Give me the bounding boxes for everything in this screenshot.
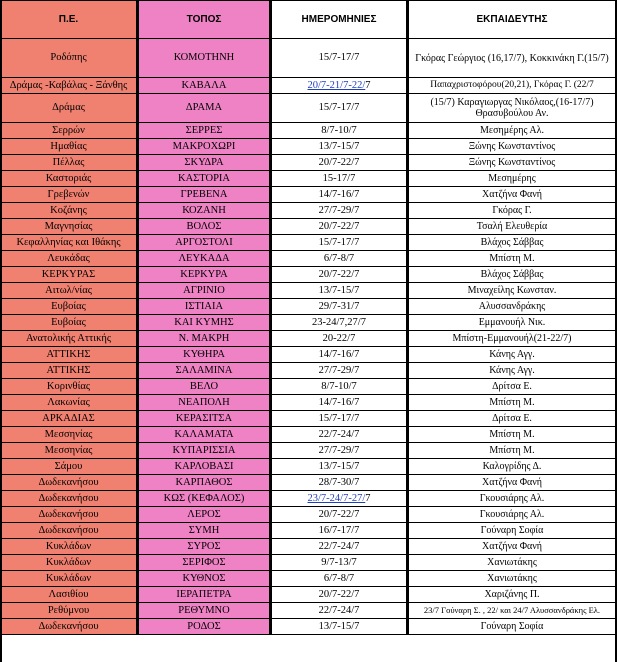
place-cell: ΚΑΒΑΛΑ (138, 78, 271, 94)
trainer-cell: Μπίστη Μ. (408, 427, 616, 443)
pe-cell: Δράμας -Καβάλας - Ξάνθης (1, 78, 138, 94)
place-cell: ΚΑΡΛΟΒΑΣΙ (138, 459, 271, 475)
place-cell: ΓΡΕΒΕΝΑ (138, 187, 271, 203)
place-cell: ΣΑΛΑΜΙΝΑ (138, 363, 271, 379)
trainer-cell: Χανιωτάκης (408, 571, 616, 587)
place-cell: ΚΑΡΠΑΘΟΣ (138, 475, 271, 491)
pe-cell: Ημαθίας (1, 139, 138, 155)
trainer-cell: Ξώνης Κωνσταντίνος (408, 139, 616, 155)
table-row (1, 603, 616, 619)
trainer-cell: 23/7 Γούναρη Σ. , 22/ και 24/7 Αλυσσανδράκης Ελ. (408, 603, 616, 619)
dates-cell: 15/7-17/7 (271, 411, 408, 427)
table-row (1, 94, 616, 123)
table-row (1, 411, 616, 427)
pe-cell: Σερρών (1, 123, 138, 139)
trainer-cell: Μπίστη Μ. (408, 395, 616, 411)
trainer-cell: Χατζήνα Φανή (408, 187, 616, 203)
dates-cell: 8/7-10/7 (271, 379, 408, 395)
place-cell: ΒΕΛΟ (138, 379, 271, 395)
table-row (1, 443, 616, 459)
table-row (1, 571, 616, 587)
pe-cell: Δράμας (1, 94, 138, 123)
pe-cell: Ρεθύμνου (1, 603, 138, 619)
pe-cell: Κυκλάδων (1, 555, 138, 571)
trainer-cell: Χαριζάνης Π. (408, 587, 616, 603)
pe-cell: Αιτωλ/νίας (1, 283, 138, 299)
dates-cell: 9/7-13/7 (271, 555, 408, 571)
pe-cell: Γρεβενών (1, 187, 138, 203)
place-cell: ΙΕΡΑΠΕΤΡΑ (138, 587, 271, 603)
dates-cell: 27/7-29/7 (271, 443, 408, 459)
dates-link[interactable]: 23/7-24/7-27/ (307, 492, 366, 504)
place-cell: ΛΕΥΚΑΔΑ (138, 251, 271, 267)
pe-cell: Ευβοίας (1, 299, 138, 315)
table-row (1, 39, 616, 78)
dates-cell: 13/7-15/7 (271, 619, 408, 635)
table-row (1, 187, 616, 203)
dates-cell: 15/7-17/7 (271, 94, 408, 123)
trainer-cell: (15/7) Καραγιωργας Νικόλαος,(16-17/7) Θρασυβούλου Αν. (408, 94, 616, 123)
trainer-cell: Βλάχος Σάββας (408, 235, 616, 251)
trainer-cell: Βλάχος Σάββας (408, 267, 616, 283)
table-row (1, 619, 616, 635)
dates-cell: 20/7-22/7 (271, 155, 408, 171)
pe-cell: Λευκάδας (1, 251, 138, 267)
table-body (1, 39, 616, 635)
pe-cell: Κυκλάδων (1, 571, 138, 587)
dates-cell: 8/7-10/7 (271, 123, 408, 139)
header-pe: Π.Ε. (1, 1, 138, 39)
place-cell: ΙΣΤΙΑΙΑ (138, 299, 271, 315)
table-row (1, 283, 616, 299)
pe-cell: Δωδεκανήσου (1, 619, 138, 635)
pe-cell: Ροδόπης (1, 39, 138, 78)
table-row (1, 219, 616, 235)
pe-cell: Μεσσηνίας (1, 427, 138, 443)
trainer-cell: Μπίστη Μ. (408, 443, 616, 459)
place-cell: ΣΚΥΔΡΑ (138, 155, 271, 171)
dates-link[interactable]: 20/7-21/7-22/ (307, 79, 366, 91)
table-row (1, 555, 616, 571)
place-cell: ΣΥΡΟΣ (138, 539, 271, 555)
dates-cell: 20/7-22/7 (271, 219, 408, 235)
table-row (1, 347, 616, 363)
header-dates: ΗΜΕΡΟΜΗΝΙΕΣ (271, 1, 408, 39)
trainer-cell: Δρίτσα Ε. (408, 379, 616, 395)
place-cell: ΑΓΡΙΝΙΟ (138, 283, 271, 299)
dates-cell: 22/7-24/7 (271, 427, 408, 443)
place-cell: Ν. ΜΑΚΡΗ (138, 331, 271, 347)
table-row (1, 507, 616, 523)
dates-cell: 16/7-17/7 (271, 523, 408, 539)
dates-cell: 22/7-24/7 (271, 603, 408, 619)
dates-suffix: 7 (365, 79, 371, 91)
table-row (1, 139, 616, 155)
pe-cell: Σάμου (1, 459, 138, 475)
header-row (1, 1, 616, 39)
place-cell: ΚΑΣΤΟΡΙΑ (138, 171, 271, 187)
trainer-cell: Καλογρίδης Δ. (408, 459, 616, 475)
place-cell: ΑΡΓΟΣΤΟΛΙ (138, 235, 271, 251)
place-cell: ΚΑΙ ΚΥΜΗΣ (138, 315, 271, 331)
dates-cell: 20/7-22/7 (271, 587, 408, 603)
place-cell: ΛΕΡΟΣ (138, 507, 271, 523)
pe-cell: Δωδεκανήσου (1, 491, 138, 507)
table-row (1, 587, 616, 603)
pe-cell: Λασιθίου (1, 587, 138, 603)
pe-cell: Κορινθίας (1, 379, 138, 395)
table-row (1, 299, 616, 315)
dates-cell: 13/7-15/7 (271, 283, 408, 299)
table-row (1, 539, 616, 555)
trainer-cell: Χατζήνα Φανή (408, 539, 616, 555)
dates-cell: 15-17/7 (271, 171, 408, 187)
pe-cell: ΚΕΡΚΥΡΑΣ (1, 267, 138, 283)
trainer-cell: Γούναρη Σοφία (408, 523, 616, 539)
pe-cell: Ανατολικής Αττικής (1, 331, 138, 347)
pe-cell: Κεφαλληνίας και Ιθάκης (1, 235, 138, 251)
table-row (1, 251, 616, 267)
place-cell: ΝΕΑΠΟΛΗ (138, 395, 271, 411)
trainer-cell: Γούναρη Σοφία (408, 619, 616, 635)
place-cell: ΚΩΣ (ΚΕΦΑΛΟΣ) (138, 491, 271, 507)
pe-cell: Δωδεκανήσου (1, 507, 138, 523)
place-cell: ΚΟΜΟΤΗΝΗ (138, 39, 271, 78)
table-row (1, 491, 616, 507)
trainer-cell: Μπίστη-Εμμανουήλ(21-22/7) (408, 331, 616, 347)
trainer-cell: Γκόρας Γεώργιος (16,17/7), Κοκκινάκη Γ.(15/7) (408, 39, 616, 78)
place-cell: ΔΡΑΜΑ (138, 94, 271, 123)
pe-cell: Μαγνησίας (1, 219, 138, 235)
table-row (1, 235, 616, 251)
pe-cell: Πέλλας (1, 155, 138, 171)
trainer-cell: Δρίτσα Ε. (408, 411, 616, 427)
header-trainer: ΕΚΠΑΙΔΕΥΤΗΣ (408, 1, 616, 39)
pe-cell: Καστοριάς (1, 171, 138, 187)
dates-cell: 20/7-22/7 (271, 267, 408, 283)
table-row (1, 267, 616, 283)
table-row (1, 523, 616, 539)
table-row (1, 475, 616, 491)
dates-cell: 14/7-16/7 (271, 395, 408, 411)
trainer-cell: Μπίστη Μ. (408, 251, 616, 267)
trainer-cell: Μεσημέρης (408, 171, 616, 187)
table-row (1, 459, 616, 475)
place-cell: ΚΑΛΑΜΑΤΑ (138, 427, 271, 443)
trainer-cell: Χατζήνα Φανή (408, 475, 616, 491)
place-cell: ΡΕΘΥΜΝΟ (138, 603, 271, 619)
dates-cell: 29/7-31/7 (271, 299, 408, 315)
dates-cell (271, 491, 408, 507)
place-cell: ΣΕΡΡΕΣ (138, 123, 271, 139)
dates-cell: 6/7-8/7 (271, 251, 408, 267)
left-border (0, 0, 2, 662)
table-row (1, 78, 616, 94)
table-row (1, 395, 616, 411)
place-cell: ΚΕΡΚΥΡΑ (138, 267, 271, 283)
trainer-cell: Αλυσσανδράκης (408, 299, 616, 315)
trainer-cell: Ξώνης Κωνσταντίνος (408, 155, 616, 171)
dates-cell: 22/7-24/7 (271, 539, 408, 555)
trainer-cell: Γκουσιάρης Αλ. (408, 491, 616, 507)
pe-cell: Μεσσηνίας (1, 443, 138, 459)
trainer-cell: Γκουσιάρης Αλ. (408, 507, 616, 523)
table-row (1, 171, 616, 187)
table-row (1, 155, 616, 171)
pe-cell: Δωδεκανήσου (1, 523, 138, 539)
dates-cell: 13/7-15/7 (271, 139, 408, 155)
trainer-cell: Κάνης Αγγ. (408, 347, 616, 363)
table-row (1, 203, 616, 219)
dates-cell: 23-24/7,27/7 (271, 315, 408, 331)
pe-cell: Λακωνίας (1, 395, 138, 411)
place-cell: ΣΥΜΗ (138, 523, 271, 539)
place-cell: ΒΟΛΟΣ (138, 219, 271, 235)
dates-suffix: 7 (365, 492, 371, 504)
pe-cell: ΑΤΤΙΚΗΣ (1, 363, 138, 379)
place-cell: ΜΑΚΡΟΧΩΡΙ (138, 139, 271, 155)
trainer-cell: Παπαχριστοφόρου(20,21), Γκόρας Γ. (22/7 (408, 78, 616, 94)
trainer-cell: Μεσημέρης Αλ. (408, 123, 616, 139)
dates-cell: 15/7-17/7 (271, 39, 408, 78)
pe-cell: Κυκλάδων (1, 539, 138, 555)
dates-cell: 20-22/7 (271, 331, 408, 347)
trainer-cell: Χανιωτάκης (408, 555, 616, 571)
table-row (1, 123, 616, 139)
dates-cell: 14/7-16/7 (271, 187, 408, 203)
table-row (1, 363, 616, 379)
dates-cell (271, 78, 408, 94)
pe-cell: Κοζάνης (1, 203, 138, 219)
trainer-cell: Τσαλή Ελευθερία (408, 219, 616, 235)
dates-cell: 28/7-30/7 (271, 475, 408, 491)
place-cell: ΚΟΖΑΝΗ (138, 203, 271, 219)
table-row (1, 379, 616, 395)
pe-cell: ΑΤΤΙΚΗΣ (1, 347, 138, 363)
dates-cell: 6/7-8/7 (271, 571, 408, 587)
trainer-cell: Εμμανουήλ Νικ. (408, 315, 616, 331)
pe-cell: Ευβοίας (1, 315, 138, 331)
trainer-cell: Γκόρας Γ. (408, 203, 616, 219)
place-cell: ΚΕΡΑΣΙΤΣΑ (138, 411, 271, 427)
dates-cell: 20/7-22/7 (271, 507, 408, 523)
trainer-cell: Μιναχείλης Κωνσταν. (408, 283, 616, 299)
place-cell: ΡΟΔΟΣ (138, 619, 271, 635)
table-row (1, 427, 616, 443)
place-cell: ΚΥΠΑΡΙΣΣΙΑ (138, 443, 271, 459)
place-cell: ΚΥΘΗΡΑ (138, 347, 271, 363)
pe-cell: Δωδεκανήσου (1, 475, 138, 491)
dates-cell: 14/7-16/7 (271, 347, 408, 363)
place-cell: ΣΕΡΙΦΟΣ (138, 555, 271, 571)
dates-cell: 27/7-29/7 (271, 203, 408, 219)
header-place: ΤΟΠΟΣ (138, 1, 271, 39)
dates-cell: 13/7-15/7 (271, 459, 408, 475)
trainer-cell: Κάνης Αγγ. (408, 363, 616, 379)
dates-cell: 27/7-29/7 (271, 363, 408, 379)
place-cell: ΚΥΘΝΟΣ (138, 571, 271, 587)
table-row (1, 331, 616, 347)
dates-cell: 15/7-17/7 (271, 235, 408, 251)
table-row (1, 315, 616, 331)
pe-cell: ΑΡΚΑΔΙΑΣ (1, 411, 138, 427)
